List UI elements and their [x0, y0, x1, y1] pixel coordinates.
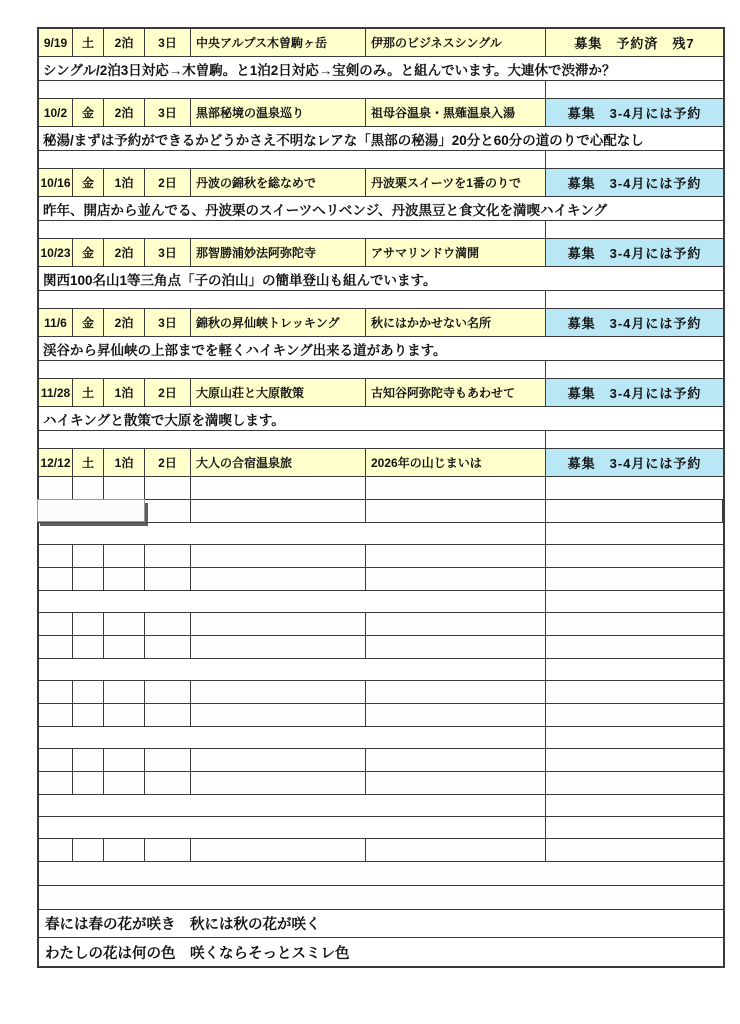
empty-row [39, 749, 723, 772]
gap-segment [39, 727, 546, 748]
subtitle-cell[interactable]: アサマリンドウ満開 [366, 239, 546, 266]
days-cell[interactable]: 2日 [145, 379, 191, 406]
status-cell[interactable]: 募集 3-4月には予約 [546, 449, 723, 476]
date-cell[interactable]: 10/23 [39, 239, 73, 266]
gap-segment [39, 361, 546, 378]
empty-cell[interactable] [73, 636, 104, 658]
empty-cell[interactable] [191, 704, 366, 726]
empty-cell[interactable] [104, 681, 145, 703]
empty-cell[interactable] [104, 749, 145, 771]
empty-cell[interactable] [145, 749, 191, 771]
empty-cell[interactable] [39, 545, 73, 567]
nights-cell[interactable]: 1泊 [104, 379, 145, 406]
gap-row [39, 291, 723, 309]
status-cell[interactable]: 募集 3-4月には予約 [546, 169, 723, 196]
empty-cell[interactable] [145, 613, 191, 635]
empty-cell[interactable] [39, 749, 73, 771]
date-cell[interactable]: 9/19 [39, 29, 73, 56]
gap-segment [546, 151, 723, 168]
gap-row [39, 361, 723, 379]
subtitle-cell[interactable]: 祖母谷温泉・黒薙温泉入湯 [366, 99, 546, 126]
empty-cell[interactable] [546, 772, 723, 794]
empty-cell[interactable] [191, 749, 366, 771]
gap-segment [546, 659, 723, 680]
note-row [39, 407, 723, 431]
empty-cell[interactable] [366, 500, 546, 522]
empty-cell[interactable] [546, 681, 723, 703]
date-cell[interactable]: 10/16 [39, 169, 73, 196]
empty-row [39, 772, 723, 795]
footer-row [39, 910, 723, 938]
day-cell[interactable]: 金 [73, 99, 104, 126]
title-cell[interactable]: 大人の合宿温泉旅 [191, 449, 366, 476]
title-cell[interactable]: 黒部秘境の温泉巡り [191, 99, 366, 126]
empty-cell[interactable] [73, 749, 104, 771]
empty-cell[interactable] [546, 636, 723, 658]
gap-row [39, 151, 723, 169]
gap-segment [39, 151, 546, 168]
gap-row [39, 795, 723, 817]
days-cell[interactable]: 2日 [145, 449, 191, 476]
empty-cell[interactable] [145, 500, 191, 522]
empty-cell[interactable] [73, 545, 104, 567]
empty-row [39, 500, 723, 523]
empty-cell[interactable] [73, 704, 104, 726]
gap-segment [39, 431, 546, 448]
note-cell[interactable]: 渓谷から昇仙峡の上部までを軽くハイキング出来る道があります。 [43, 342, 447, 358]
footer-row [39, 938, 723, 966]
gap-row [39, 81, 723, 99]
empty-cell[interactable] [39, 839, 73, 861]
entry-row [39, 169, 723, 197]
empty-cell[interactable] [39, 568, 73, 590]
empty-cell[interactable] [366, 681, 546, 703]
gap-segment [39, 591, 546, 612]
empty-cell[interactable] [145, 477, 191, 499]
empty-cell[interactable] [145, 568, 191, 590]
empty-cell[interactable] [39, 704, 73, 726]
empty-cell[interactable] [145, 681, 191, 703]
empty-cell[interactable] [104, 839, 145, 861]
note-cell[interactable]: シングル/2泊3日対応→木曽駒。と1泊2日対応→宝剣のみ。と組んでいます。大連休で渋滞か？ [43, 62, 616, 78]
subtitle-cell[interactable]: 古知谷阿弥陀寺もあわせて [366, 379, 546, 406]
date-cell[interactable]: 11/6 [39, 309, 73, 336]
day-cell[interactable]: 金 [73, 309, 104, 336]
empty-cell[interactable] [145, 704, 191, 726]
empty-cell[interactable] [104, 613, 145, 635]
title-cell[interactable]: 大原山荘と大原散策 [191, 379, 366, 406]
empty-cell[interactable] [366, 568, 546, 590]
empty-cell[interactable] [73, 613, 104, 635]
empty-cell[interactable] [73, 568, 104, 590]
days-cell[interactable]: 3日 [145, 239, 191, 266]
gap-segment [546, 795, 723, 816]
entry-row [39, 449, 723, 477]
day-cell[interactable]: 金 [73, 169, 104, 196]
empty-cell[interactable] [145, 545, 191, 567]
days-cell[interactable]: 2日 [145, 169, 191, 196]
empty-cell[interactable] [191, 681, 366, 703]
empty-cell[interactable] [145, 772, 191, 794]
empty-cell[interactable] [366, 749, 546, 771]
day-cell[interactable]: 金 [73, 239, 104, 266]
title-cell[interactable]: 丹波の錦秋を総なめで [191, 169, 366, 196]
empty-cell[interactable] [73, 772, 104, 794]
empty-cell[interactable] [104, 568, 145, 590]
entry-row [39, 379, 723, 407]
empty-cell[interactable] [366, 636, 546, 658]
gap-segment [546, 431, 723, 448]
gap-segment [39, 659, 546, 680]
empty-cell[interactable] [191, 772, 366, 794]
status-cell[interactable]: 募集 3-4月には予約 [546, 99, 723, 126]
gap-row [39, 659, 723, 681]
entry-row [39, 99, 723, 127]
title-cell[interactable]: 錦秋の昇仙峡トレッキング [191, 309, 366, 336]
status-cell[interactable]: 募集 3-4月には予約 [546, 379, 723, 406]
empty-cell[interactable] [39, 636, 73, 658]
note-row [39, 57, 723, 81]
empty-cell[interactable] [104, 772, 145, 794]
gap-segment [546, 727, 723, 748]
gap-segment [39, 291, 546, 308]
day-cell[interactable]: 土 [73, 449, 104, 476]
subtitle-cell[interactable]: 秋にはかかせない名所 [366, 309, 546, 336]
nights-cell[interactable]: 2泊 [104, 29, 145, 56]
days-cell[interactable]: 3日 [145, 309, 191, 336]
empty-row [39, 545, 723, 568]
nights-cell[interactable]: 2泊 [104, 239, 145, 266]
merged-empty-row [39, 862, 723, 886]
empty-cell[interactable] [39, 613, 73, 635]
note-cell[interactable]: ハイキングと散策で大原を満喫します。 [43, 412, 285, 428]
empty-cell[interactable] [546, 704, 723, 726]
empty-cell[interactable] [191, 613, 366, 635]
note-row [39, 197, 723, 221]
gap-segment [546, 523, 723, 544]
empty-cell[interactable] [546, 613, 723, 635]
gap-segment [39, 221, 546, 238]
empty-cell[interactable] [366, 477, 546, 499]
empty-row [39, 704, 723, 727]
empty-cell[interactable] [546, 749, 723, 771]
empty-row [39, 477, 723, 500]
empty-cell[interactable] [73, 477, 104, 499]
empty-cell[interactable] [145, 636, 191, 658]
empty-row [39, 681, 723, 704]
empty-cell[interactable] [73, 839, 104, 861]
empty-cell[interactable] [39, 772, 73, 794]
empty-cell[interactable] [546, 839, 723, 861]
empty-cell[interactable] [191, 568, 366, 590]
gap-segment [39, 523, 546, 544]
gap-segment [39, 81, 546, 98]
empty-cell[interactable] [104, 477, 145, 499]
gap-segment [546, 221, 723, 238]
empty-cell[interactable] [366, 613, 546, 635]
subtitle-cell[interactable]: 丹波栗スイーツを1番のりで [366, 169, 546, 196]
status-cell[interactable]: 募集 3-4月には予約 [546, 309, 723, 336]
schedule-table [37, 27, 725, 968]
entry-row [39, 239, 723, 267]
gap-segment [546, 81, 723, 98]
empty-cell[interactable] [104, 545, 145, 567]
empty-cell[interactable] [39, 477, 73, 499]
empty-cell[interactable] [191, 477, 366, 499]
empty-cell[interactable] [39, 681, 73, 703]
date-cell[interactable]: 10/2 [39, 99, 73, 126]
empty-cell[interactable] [39, 886, 723, 909]
gap-segment [546, 291, 723, 308]
gap-segment [546, 817, 723, 838]
subtitle-cell[interactable]: 2026年の山じまいは [366, 449, 546, 476]
note-row [39, 337, 723, 361]
empty-cell[interactable] [39, 862, 723, 885]
gap-segment [39, 795, 546, 816]
gap-row [39, 431, 723, 449]
empty-cell[interactable] [104, 636, 145, 658]
title-cell[interactable]: 中央アルプス木曽駒ヶ岳 [191, 29, 366, 56]
note-cell[interactable]: 昨年、開店から並んでる、丹波栗のスイーツへリベンジ、丹波黒豆と食文化を満喫ハイキング [43, 202, 608, 218]
nights-cell[interactable]: 2泊 [104, 309, 145, 336]
empty-cell[interactable] [546, 568, 723, 590]
gap-row [39, 221, 723, 239]
note-row [39, 127, 723, 151]
note-cell[interactable]: 関西100名山1等三角点「子の泊山」の簡単登山も組んでいます。 [43, 272, 437, 288]
gap-segment [546, 591, 723, 612]
note-row [39, 267, 723, 291]
gap-row [39, 523, 723, 545]
empty-cell[interactable] [546, 545, 723, 567]
gap-row [39, 817, 723, 839]
date-cell[interactable]: 11/28 [39, 379, 73, 406]
status-cell[interactable]: 募集 予約済 残7 [546, 29, 723, 56]
gap-row [39, 727, 723, 749]
footer-text: わたしの花は何の色 咲くならそっとスミレ色 [45, 945, 350, 962]
day-cell[interactable]: 土 [73, 379, 104, 406]
empty-cell[interactable] [191, 636, 366, 658]
empty-cell[interactable] [366, 545, 546, 567]
empty-cell[interactable] [546, 477, 723, 499]
empty-cell[interactable] [366, 772, 546, 794]
empty-cell[interactable] [145, 839, 191, 861]
empty-cell[interactable] [366, 704, 546, 726]
entry-row [39, 309, 723, 337]
gap-row [39, 591, 723, 613]
active-cell-shadow[interactable] [37, 499, 145, 522]
footer-text: 春には春の花が咲き 秋には秋の花が咲く [45, 917, 321, 933]
empty-cell[interactable] [366, 839, 546, 861]
empty-cell[interactable] [191, 545, 366, 567]
day-cell[interactable]: 土 [73, 29, 104, 56]
merged-empty-row [39, 886, 723, 910]
nights-cell[interactable]: 1泊 [104, 449, 145, 476]
days-cell[interactable]: 3日 [145, 99, 191, 126]
entry-row [39, 29, 723, 57]
nights-cell[interactable]: 1泊 [104, 169, 145, 196]
date-cell[interactable]: 12/12 [39, 449, 73, 476]
note-cell[interactable]: 秘湯/まずは予約ができるかどうかさえ不明なレアな「黒部の秘湯」20分と60分の道のりで心配なし [43, 132, 644, 148]
empty-cell[interactable] [546, 500, 723, 522]
empty-cell[interactable] [73, 681, 104, 703]
empty-cell[interactable] [191, 500, 366, 522]
empty-row [39, 613, 723, 636]
subtitle-cell[interactable]: 伊那のビジネスシングル [366, 29, 546, 56]
empty-row [39, 568, 723, 591]
days-cell[interactable]: 3日 [145, 29, 191, 56]
empty-cell[interactable] [104, 704, 145, 726]
empty-row [39, 839, 723, 862]
gap-segment [546, 361, 723, 378]
title-cell[interactable]: 那智勝浦妙法阿弥陀寺 [191, 239, 366, 266]
gap-segment [39, 817, 546, 838]
empty-cell[interactable] [191, 839, 366, 861]
empty-row [39, 636, 723, 659]
status-cell[interactable]: 募集 3-4月には予約 [546, 239, 723, 266]
nights-cell[interactable]: 2泊 [104, 99, 145, 126]
